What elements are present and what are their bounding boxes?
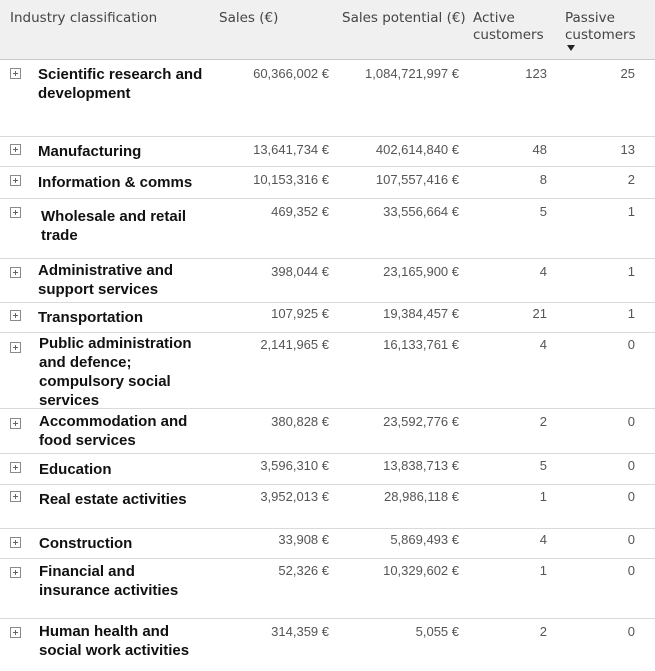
active-customers-value: 1 (539, 563, 547, 578)
header-industry[interactable]: Industry classification (10, 10, 158, 26)
sales-value: 33,908 € (278, 532, 329, 547)
expand-row-icon[interactable] (10, 175, 21, 186)
active-customers-value: 5 (539, 458, 547, 473)
table-row[interactable] (0, 137, 655, 167)
table-row[interactable] (0, 333, 655, 409)
passive-customers-value: 0 (627, 489, 635, 504)
industry-name: Education (39, 461, 112, 478)
sales-value: 52,326 € (278, 563, 329, 578)
industry-name: Accommodation and food services (39, 413, 188, 449)
expand-row-icon[interactable] (10, 310, 21, 321)
active-customers-value: 123 (525, 66, 547, 81)
table-row[interactable] (0, 529, 655, 559)
passive-customers-value: 0 (627, 563, 635, 578)
sales-value: 2,141,965 € (260, 337, 329, 352)
active-customers-value: 2 (539, 414, 547, 429)
header-passive-line1: Passive (565, 10, 615, 26)
industry-name: Wholesale and retail trade (41, 208, 187, 244)
expand-row-icon[interactable] (10, 567, 21, 578)
sales-value: 398,044 € (271, 264, 329, 279)
sales-potential-value: 107,557,416 € (375, 172, 459, 187)
active-customers-value: 4 (539, 532, 547, 547)
table-row[interactable] (0, 619, 655, 671)
sales-value: 3,596,310 € (260, 458, 329, 473)
passive-customers-value: 0 (627, 414, 635, 429)
passive-customers-value: 0 (627, 337, 635, 352)
sales-potential-value: 19,384,457 € (383, 306, 459, 321)
active-customers-value: 8 (539, 172, 547, 187)
industry-name: Public administration and defence; compulsory social services (39, 335, 192, 409)
sales-potential-value: 1,084,721,997 € (365, 66, 459, 81)
expand-row-icon[interactable] (10, 207, 21, 218)
header-active-line2: customers (473, 27, 544, 43)
active-customers-value: 4 (539, 337, 547, 352)
expand-row-icon[interactable] (10, 342, 21, 353)
sales-value: 13,641,734 € (253, 142, 329, 157)
expand-row-icon[interactable] (10, 267, 21, 278)
table-row[interactable] (0, 485, 655, 529)
table-header (0, 0, 655, 60)
expand-row-icon[interactable] (10, 144, 21, 155)
sort-descending-icon[interactable] (567, 45, 575, 51)
passive-customers-value: 13 (620, 142, 635, 157)
header-active-line1: Active (473, 10, 515, 26)
passive-customers-value: 1 (627, 264, 635, 279)
header-passive-customers[interactable] (565, 10, 636, 44)
industry-name: Manufacturing (38, 143, 142, 160)
passive-customers-value: 0 (627, 458, 635, 473)
header-active-customers[interactable] (473, 10, 544, 44)
passive-customers-value: 2 (627, 172, 635, 187)
sales-value: 380,828 € (271, 414, 329, 429)
table-row[interactable] (0, 559, 655, 619)
sales-potential-value: 5,055 € (415, 624, 459, 639)
industry-name: Information & comms (38, 174, 193, 191)
sales-value: 469,352 € (271, 204, 329, 219)
passive-customers-value: 0 (627, 532, 635, 547)
expand-row-icon[interactable] (10, 537, 21, 548)
industry-name: Human health and social work activities (39, 623, 190, 659)
passive-customers-value: 0 (627, 624, 635, 639)
passive-customers-value: 25 (620, 66, 635, 81)
active-customers-value: 48 (532, 142, 547, 157)
sales-value: 107,925 € (271, 306, 329, 321)
sales-potential-value: 23,165,900 € (383, 264, 459, 279)
industry-name: Administrative and support services (38, 262, 174, 298)
sales-potential-value: 13,838,713 € (383, 458, 459, 473)
active-customers-value: 1 (539, 489, 547, 504)
expand-row-icon[interactable] (10, 462, 21, 473)
industry-name: Financial and insurance activities (39, 563, 179, 599)
table-row[interactable] (0, 60, 655, 137)
sales-potential-value: 16,133,761 € (383, 337, 459, 352)
active-customers-value: 2 (539, 624, 547, 639)
sales-value: 10,153,316 € (253, 172, 329, 187)
industry-name: Scientific research and development (38, 66, 203, 102)
sales-potential-value: 28,986,118 € (384, 489, 459, 504)
expand-row-icon[interactable] (10, 68, 21, 79)
sales-value: 3,952,013 € (260, 489, 329, 504)
industry-name: Transportation (38, 309, 144, 326)
expand-row-icon[interactable] (10, 418, 21, 429)
active-customers-value: 4 (539, 264, 547, 279)
table-row[interactable] (0, 259, 655, 303)
passive-customers-value: 1 (627, 204, 635, 219)
table-row[interactable] (0, 199, 655, 259)
sales-potential-value: 10,329,602 € (383, 563, 459, 578)
sales-value: 314,359 € (271, 624, 329, 639)
table-row[interactable] (0, 167, 655, 199)
table-row[interactable] (0, 409, 655, 454)
passive-customers-value: 1 (627, 306, 635, 321)
header-sales-potential[interactable]: Sales potential (€) (342, 10, 466, 26)
header-sales[interactable]: Sales (€) (219, 10, 279, 26)
sales-potential-value: 23,592,776 € (383, 414, 459, 429)
active-customers-value: 21 (532, 306, 547, 321)
sales-potential-value: 402,614,840 € (375, 142, 459, 157)
industry-name: Real estate activities (39, 491, 187, 508)
header-passive-line2: customers (565, 27, 636, 43)
expand-row-icon[interactable] (10, 491, 21, 502)
sales-potential-value: 33,556,664 € (383, 204, 459, 219)
sales-potential-value: 5,869,493 € (390, 532, 459, 547)
table-row[interactable] (0, 454, 655, 485)
active-customers-value: 5 (539, 204, 547, 219)
table-row[interactable] (0, 303, 655, 333)
industry-name: Construction (39, 535, 133, 552)
expand-row-icon[interactable] (10, 627, 21, 638)
sales-value: 60,366,002 € (253, 66, 329, 81)
